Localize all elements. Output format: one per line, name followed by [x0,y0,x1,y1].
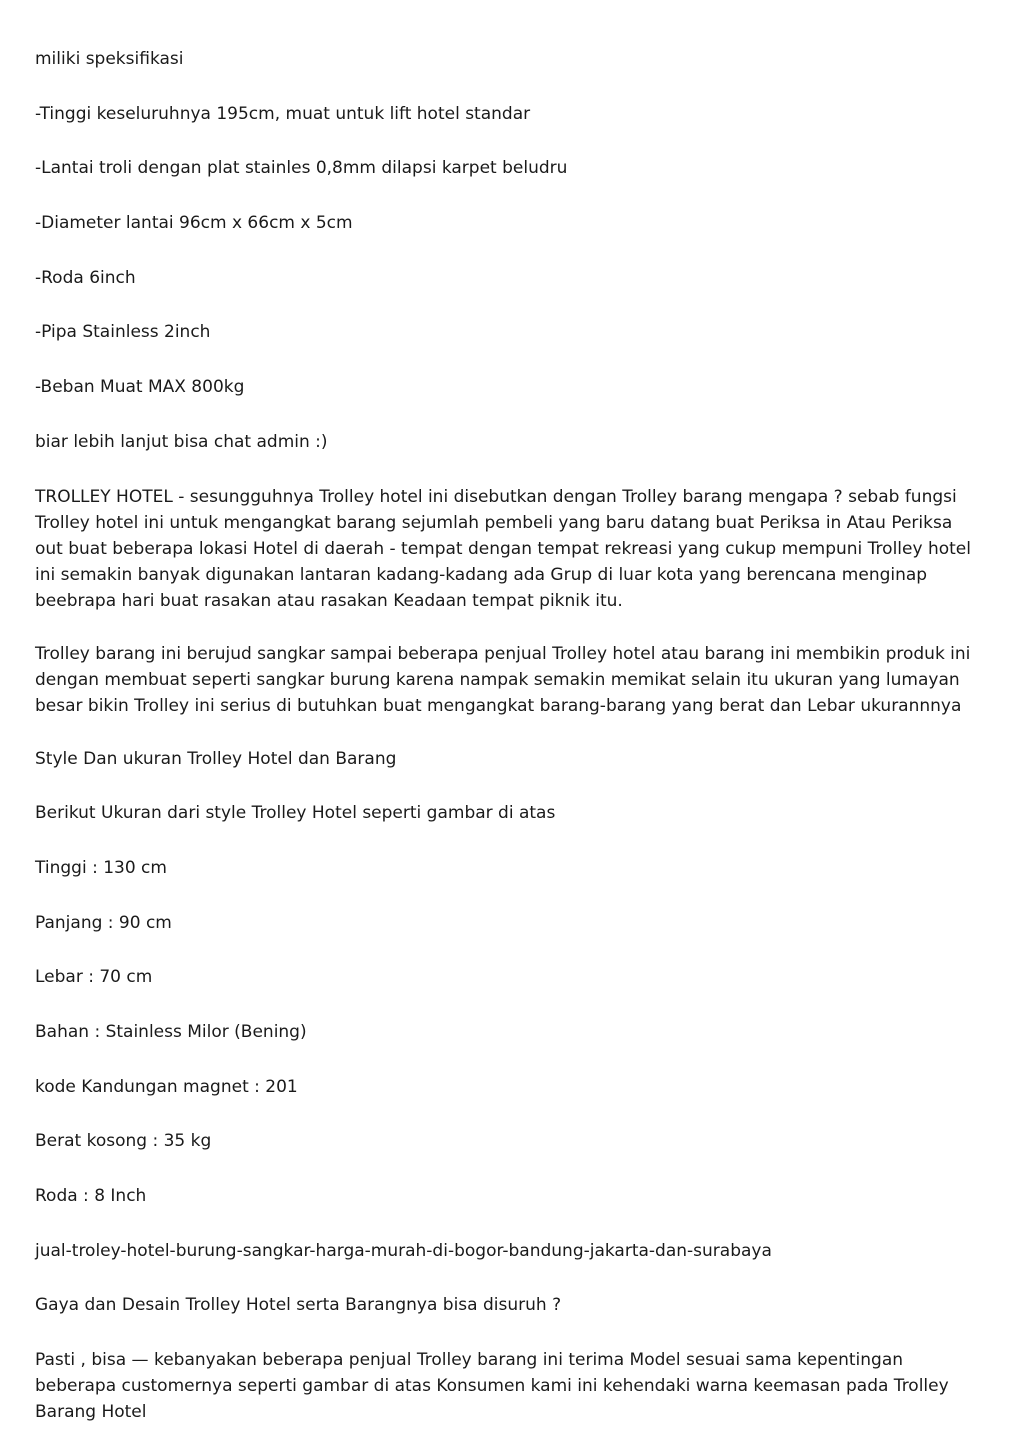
spec-item-floor: -Lantai troli dengan plat stainles 0,8mm dilapsi karpet beludru [35,158,568,179]
section-heading-style: Style Dan ukuran Trolley Hotel dan Barang [35,748,397,769]
spec-item-load: -Beban Muat MAX 800kg [35,377,245,398]
contact-admin-text: biar lebih lanjut bisa chat admin :) [35,431,328,452]
size-length: Panjang : 90 cm [35,912,172,933]
size-magnet-code: kode Kandungan magnet : 201 [35,1076,298,1097]
size-empty-weight: Berat kosong : 35 kg [35,1131,212,1152]
size-wheel: Roda : 8 Inch [35,1186,147,1206]
spec-item-diameter: -Diameter lantai 96cm x 66cm x 5cm [35,213,353,234]
size-width: Lebar : 70 cm [35,967,153,988]
spec-item-wheel: -Roda 6inch [35,267,136,288]
size-intro: Berikut Ukuran dari style Trolley Hotel seperti gambar di atas [35,803,556,824]
paragraph-trolley-hotel: TROLLEY HOTEL - sesungguhnya Trolley hotel ini disebutkan dengan Trolley barang mengapa ? sebab fungsi Trolley hotel ini untuk mengangkat barang sejumlah pembeli yang baru datang buat Periksa in Atau Periksa out buat beberapa lokasi Hotel di daerah - tempat dengan tempat rekreasi yang cukup mempuni Trolley hotel ini semakin banyak digunakan lantaran kadang-kadang ada Grup di luar kota yang berencana menginap beebrapa hari buat rasakan atau rasakan Keadaan tempat piknik itu. [35,486,971,611]
size-height: Tinggi : 130 cm [35,857,167,878]
paragraph-trolley-barang: Trolley barang ini berujud sangkar sampai beberapa penjual Trolley hotel atau barang ini membikin produk ini dengan membuat seperti sangkar burung karena nampak semakin memikat selain itu ukuran yang lumayan besar bikin Trolley ini serius di butuhkan buat mengangkat barang-barang yang berat dan Lebar ukurannnya [35,643,971,716]
answer-paragraph: Pasti , bisa — kebanyakan beberapa penjual Trolley barang ini terima Model sesuai sama kepentingan beberapa customernya seperti gambar di atas Konsumen kami ini kehendaki warna keemasan pada Trolley Barang Hotel [35,1350,949,1423]
size-material: Bahan : Stainless Milor (Bening) [35,1021,307,1042]
spec-item-pipe: -Pipa Stainless 2inch [35,322,211,343]
spec-item-height: -Tinggi keseluruhnya 195cm, muat untuk lift hotel standar [35,103,531,124]
slug-text: jual-troley-hotel-burung-sangkar-harga-murah-di-bogor-bandung-jakarta-dan-surabaya [35,1240,772,1261]
question-heading: Gaya dan Desain Trolley Hotel serta Barangnya bisa disuruh ? [35,1295,562,1316]
spec-intro: miliki speksifikasi [35,49,184,69]
